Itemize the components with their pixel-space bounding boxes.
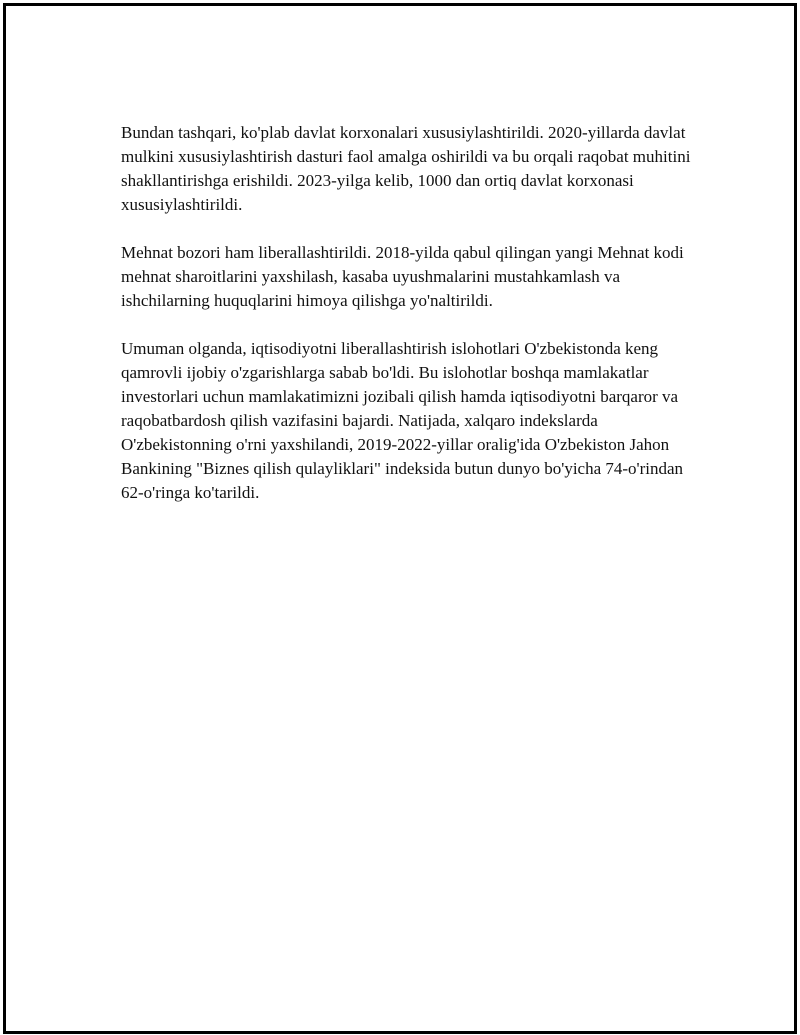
document-page — [3, 3, 797, 1034]
document-body — [121, 121, 701, 529]
paragraph-labor-market: Mehnat bozori ham liberallashtirildi. 2018-yilda qabul qilingan yangi Mehnat kodi mehnat sharoitlarini yaxshilash, kasaba uyushmalarini mustahkamlash va ishchilarning huquqlarini himoya qilishga yo'naltirildi. — [121, 243, 684, 310]
paragraph-privatization: Bundan tashqari, ko'plab davlat korxonalari xususiylashtirildi. 2020-yillarda davlat mulkini xususiylashtirish dasturi faol amalga oshirildi va bu orqali raqobat muhitini shakllantirishga erishildi. 2023-yilga kelib, 1000 dan ortiq davlat korxonasi xususiylashtirildi. — [121, 123, 691, 214]
paragraph-conclusion: Umuman olganda, iqtisodiyotni liberallashtirish islohotlari O'zbekistonda keng qamrovli ijobiy o'zgarishlarga sabab bo'ldi. Bu islohotlar boshqa mamlakatlar investorlari uchun mamlakatimizni jozibali qilish hamda iqtisodiyotni barqaror va raqobatbardosh qilish vazifasini bajardi. Natijada, xalqaro indekslarda O'zbekistonning o'rni yaxshilandi, 2019-2022-yillar oralig'ida O'zbekiston Jahon Bankining "Biznes qilish qulayliklari" indeksida butun dunyo bo'yicha 74-o'rindan 62-o'ringa ko'tarildi. — [121, 339, 684, 502]
